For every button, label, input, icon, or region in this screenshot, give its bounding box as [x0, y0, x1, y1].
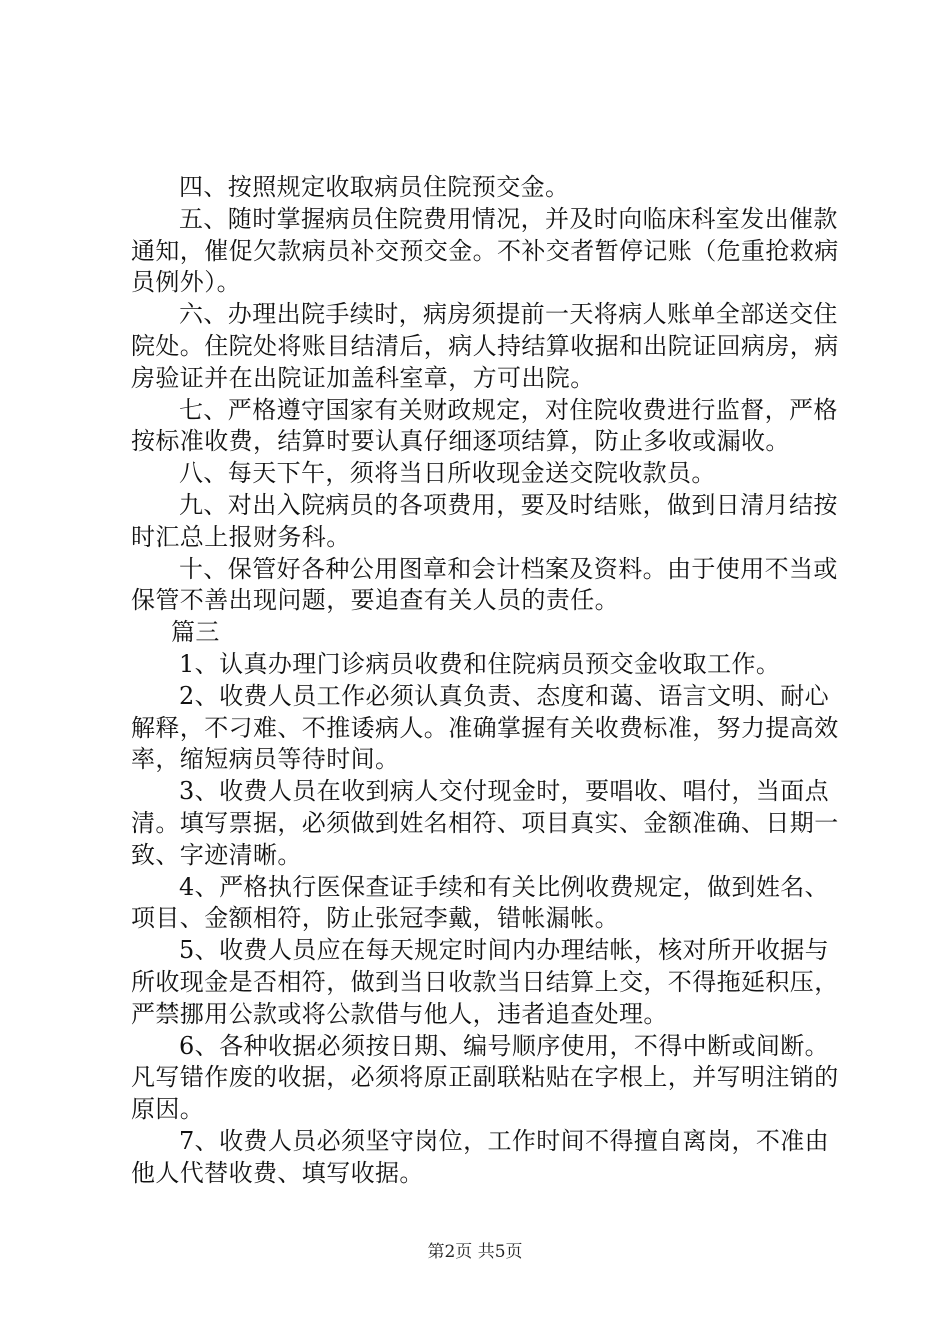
- paragraph-rule-8: 八、每天下午，须将当日所收现金送交院收款员。: [179, 459, 716, 488]
- paragraph-rule-4: 四、按照规定收取病员住院预交金。: [179, 173, 570, 201]
- paragraph-item-1: 1、认真办理门诊病员收费和住院病员预交金收取工作。: [179, 649, 781, 678]
- paragraph-rule-6: 六、办理出院手续时，病房须提前一天将病人账单全部送交住院处。住院处将账目结清后，病人持结算收据和出院证回病房，病房验证并在出院证加盖科室章，方可出院。: [131, 300, 839, 392]
- paragraph-item-3: 3、收费人员在收到病人交付现金时，要唱收、唱付，当面点清。填写票据，必须做到姓名相符、项目真实、金额准确、日期一致、字迹清晰。: [131, 777, 839, 869]
- paragraph-rule-9: 九、对出入院病员的各项费用，要及时结账，做到日清月结按时汇总上报财务科。: [131, 490, 838, 551]
- section-heading: 篇三: [171, 618, 220, 647]
- paragraph-rule-10: 十、保管好各种公用图章和会计档案及资料。由于使用不当或保管不善出现问题，要追查有关人员的责任。: [131, 554, 838, 615]
- paragraph-item-2: 2、收费人员工作必须认真负责、态度和蔼、语言文明、耐心解释，不刁难、不推诿病人。准确掌握有关收费标准，努力提高效率，缩短病员等待时间。: [131, 681, 839, 774]
- paragraph-item-6: 6、各种收据必须按日期、编号顺序使用，不得中断或间断。凡写错作废的收据，必须将原正副联粘贴在字根上，并写明注销的原因。: [131, 1031, 839, 1124]
- page-number-label: 第2页 共5页: [427, 1242, 523, 1262]
- paragraph-rule-7: 七、严格遵守国家有关财政规定，对住院收费进行监督，严格按标准收费，结算时要认真仔细逐项结算，防止多收或漏收。: [131, 395, 838, 456]
- paragraph-item-7: 7、收费人员必须坚守岗位，工作时间不得擅自离岗，不准由他人代替收费、填写收据。: [131, 1126, 830, 1187]
- page-footer: [0, 1241, 950, 1263]
- paragraph-item-5: 5、收费人员应在每天规定时间内办理结帐，核对所开收据与所收现金是否相符，做到当日收款当日结算上交，不得拖延积压，严禁挪用公款或将公款借与他人，违者追查处理。: [131, 936, 839, 1028]
- paragraph-rule-5: 五、随时掌握病员住院费用情况，并及时向临床科室发出催款通知，催促欠款病员补交预交金。不补交者暂停记账（危重抢救病员例外）。: [131, 204, 839, 297]
- paragraph-item-4: 4、严格执行医保查证手续和有关比例收费规定，做到姓名、项目、金额相符，防止张冠李戴，错帐漏帐。: [131, 872, 830, 933]
- document-body: [131, 172, 843, 1190]
